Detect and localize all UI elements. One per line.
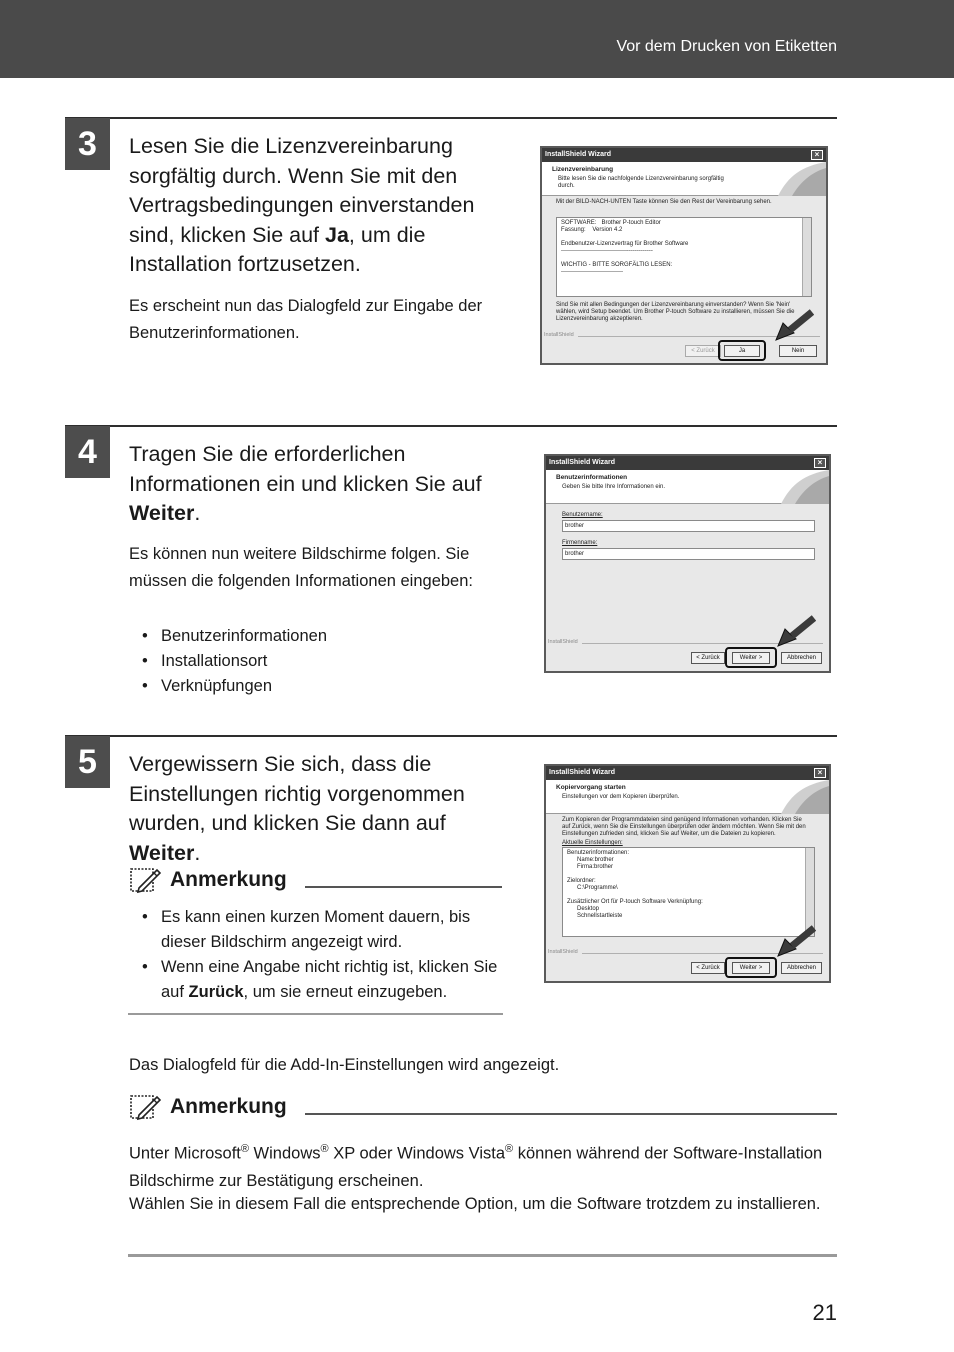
step-4-lead-text: Tragen Sie die erforderlichen Informationen ein und klicken Sie auf [129, 442, 482, 496]
page-number: 21 [812, 1300, 837, 1325]
general-note-paragraph-1 [129, 1136, 837, 1195]
list-item: • Verknüpfungen [129, 674, 509, 699]
dialog-instruction: Mit der BILD-NACH-UNTEN Taste können Sie den Rest der Vereinbarung sehen. [556, 199, 772, 205]
installshield-label: InstallShield [544, 332, 574, 338]
username-field: brother [562, 520, 815, 532]
back-button: < Zurück [691, 652, 725, 664]
list-item [129, 955, 509, 1005]
text-line: Firma:brother [567, 864, 614, 870]
step-5-note-heading [129, 866, 502, 896]
step-5-lead-bold: Weiter [129, 840, 195, 865]
dialog-banner [542, 162, 826, 196]
registered-mark: ® [240, 1143, 249, 1155]
page-header-bar [0, 0, 954, 78]
scrollbar [805, 848, 814, 936]
step-3-paragraph: Es erscheint nun das Dialogfeld zur Eingabe der Benutzerinformationen. [129, 297, 483, 342]
back-button: < Zurück [685, 345, 721, 357]
text-line [567, 871, 810, 878]
step-4-instruction [129, 440, 509, 529]
note-pencil-icon [129, 866, 161, 894]
text-line: SOFTWARE: Brother P-touch Editor [561, 220, 661, 226]
note-item-bold: Zurück [188, 983, 244, 1001]
text-line: ---------------------------------------------- [561, 248, 653, 254]
step-5-badge: 5 [65, 736, 110, 788]
step-4-badge: 4 [65, 426, 110, 478]
step-4-lead-text-end: . [194, 501, 201, 525]
text-line: ------------------------------- [561, 269, 623, 275]
list-item: • Es kann einen kurzen Moment dauern, bis dieser Bildschirm angezeigt wird. [129, 905, 509, 955]
next-button: Weiter > [732, 962, 770, 974]
back-button: < Zurück [691, 962, 725, 974]
step-3-badge: 3 [65, 118, 110, 170]
license-text-lines [561, 220, 807, 276]
dialog-intro-text: Zum Kopieren der Programmdateien sind genügend Informationen vorhanden. Klicken Sie auf Zurück, wenn Sie die Einstellungen überprüfen oder ändern möchten. Wenn Sie mit den Einstellungen zufrieden sind, klicken Sie auf Weiter, um die Dateien zu kopieren. [562, 817, 806, 837]
text-line [567, 892, 810, 899]
text-line: Desktop [567, 906, 600, 912]
step-3-rule [65, 117, 837, 119]
text-line: Schnellstartleiste [567, 913, 623, 919]
step-4-lead-bold: Weiter [129, 501, 195, 525]
license-dialog-screenshot [540, 146, 828, 365]
text-line: Zielordner: [567, 878, 596, 884]
step-3-lead-text-end: , um die Installation fortzusetzen. [129, 222, 426, 276]
header-title: Vor dem Drucken von Etiketten [616, 38, 837, 55]
copy-start-dialog-screenshot [544, 764, 831, 983]
highlight-ring [725, 647, 777, 668]
note-title-rule [305, 1113, 837, 1115]
installshield-swoosh-icon [758, 162, 826, 196]
step-4-paragraph: Es können nun weitere Bildschirme folgen. Sie müssen die folgenden Informationen eingeben: [129, 545, 473, 590]
pointer-arrow-icon [776, 614, 816, 648]
step-4-bullet-list [129, 624, 509, 699]
highlight-ring [718, 340, 766, 361]
text-line: Name:brother [567, 857, 614, 863]
step-5-note-bottom-rule [128, 1013, 503, 1015]
close-icon: × [811, 150, 823, 160]
note-text: Unter Microsoft [129, 1144, 241, 1163]
company-label: Firmenname: [562, 540, 598, 546]
step-5-rule [65, 735, 837, 737]
text-line [561, 255, 807, 262]
yes-button: Ja [724, 345, 760, 357]
scrollbar [802, 218, 811, 296]
note-text: Windows [248, 1144, 321, 1163]
installshield-swoosh-icon [761, 470, 829, 504]
highlight-ring [725, 957, 777, 978]
pointer-arrow-icon [774, 308, 814, 342]
addin-dialog-text: Das Dialogfeld für die Add-In-Einstellungen wird angezeigt. [129, 1056, 560, 1074]
dialog-title: InstallShield Wizard [545, 151, 612, 158]
dialog-banner-subtitle: Geben Sie bitte Ihre Informationen ein. [562, 484, 666, 490]
close-icon: × [814, 458, 826, 468]
cancel-button: Abbrechen [781, 652, 822, 664]
installshield-swoosh-icon [761, 780, 829, 814]
note-title: Anmerkung [170, 868, 287, 891]
note-item-text-end: , um sie erneut einzugeben. [243, 983, 448, 1001]
step-5-note-list [129, 905, 509, 1005]
general-note-heading [129, 1093, 837, 1123]
list-item: • Installationsort [129, 649, 509, 674]
dialog-banner-title: Benutzerinformationen [556, 474, 628, 481]
text-line [561, 234, 807, 241]
user-info-dialog-screenshot [544, 454, 831, 673]
close-icon: × [814, 768, 826, 778]
dialog-banner-title: Lizenzvereinbarung [552, 166, 614, 173]
next-button: Weiter > [732, 652, 770, 664]
installshield-label: InstallShield [548, 639, 578, 645]
dialog-banner-subtitle: Einstellungen vor dem Kopieren überprüfen. [562, 794, 680, 800]
note-title-rule [305, 886, 502, 888]
list-item: • Benutzerinformationen [129, 624, 509, 649]
text-line: WICHTIG - BITTE SORGFÄLTIG LESEN: [561, 262, 673, 268]
text-line: Benutzerinformationen: [567, 850, 630, 856]
registered-mark: ® [505, 1143, 514, 1155]
dialog-banner [546, 470, 829, 504]
step-5-instruction [129, 750, 509, 868]
installshield-label: InstallShield [548, 949, 578, 955]
cancel-button: Abbrechen [781, 962, 822, 974]
note-text: XP oder Windows Vista [328, 1144, 506, 1163]
general-note-paragraph-2: Wählen Sie in diesem Fall die entsprechende Option, um die Software trotzdem zu installieren. [129, 1195, 821, 1213]
note-title: Anmerkung [170, 1095, 287, 1118]
dialog-title: InstallShield Wizard [549, 459, 616, 466]
text-line: Endbenutzer-Lizenzvertrag für Brother Software [561, 241, 689, 247]
step-5-lead-text: Vergewissern Sie sich, dass die Einstellungen richtig vorgenommen wurden, und klicken Sie dann auf [129, 752, 465, 835]
pointer-arrow-icon [776, 924, 816, 958]
dialog-banner [546, 780, 829, 814]
step-4-rule [65, 425, 837, 427]
company-field: brother [562, 548, 815, 560]
note-item-text: Wenn eine Angabe nicht richtig ist, klicken Sie auf [161, 958, 498, 1001]
dialog-titlebar [546, 766, 829, 780]
note-pencil-icon [129, 1093, 161, 1121]
license-text-box [556, 217, 812, 297]
username-label: Benutzername: [562, 512, 603, 518]
registered-mark: ® [320, 1143, 329, 1155]
license-question: Sind Sie mit allen Bedingungen der Lizenzvereinbarung einverstanden? Wenn Sie 'Nein' wählen, wird Setup beendet. Um Brother P-touch Software zu installieren, müssen Sie die Lizenzvereinbarung akzeptieren. [556, 302, 795, 322]
dialog-banner-title: Kopiervorgang starten [556, 784, 626, 791]
step-3-instruction [129, 132, 509, 280]
step-3-lead-bold: Ja [325, 222, 349, 247]
dialog-banner-subtitle: Bitte lesen Sie die nachfolgende Lizenzvereinbarung sorgfältig durch. [558, 176, 724, 189]
dialog-title: InstallShield Wizard [549, 769, 616, 776]
step-3-lead-text: Lesen Sie die Lizenzvereinbarung sorgfältig durch. Wenn Sie mit den Vertragsbedingungen einverstanden sind, klicken Sie auf [129, 134, 475, 247]
general-note-bottom-rule [128, 1254, 837, 1257]
dialog-titlebar [546, 456, 829, 470]
step-5-lead-text-end: . [194, 840, 201, 865]
settings-lines [567, 850, 810, 920]
no-button: Nein [779, 345, 817, 357]
text-line: C:\Programme\ [567, 885, 618, 891]
text-line: Fassung: Version 4.2 [561, 227, 623, 233]
current-settings-label: Aktuelle Einstellungen: [562, 840, 623, 846]
dialog-titlebar [542, 148, 826, 162]
text-line: Zusätzlicher Ort für P-touch Software Verknüpfung: [567, 899, 703, 905]
note-text: können während der Software-Installation Bildschirme zur Bestätigung erscheinen. [129, 1144, 823, 1190]
